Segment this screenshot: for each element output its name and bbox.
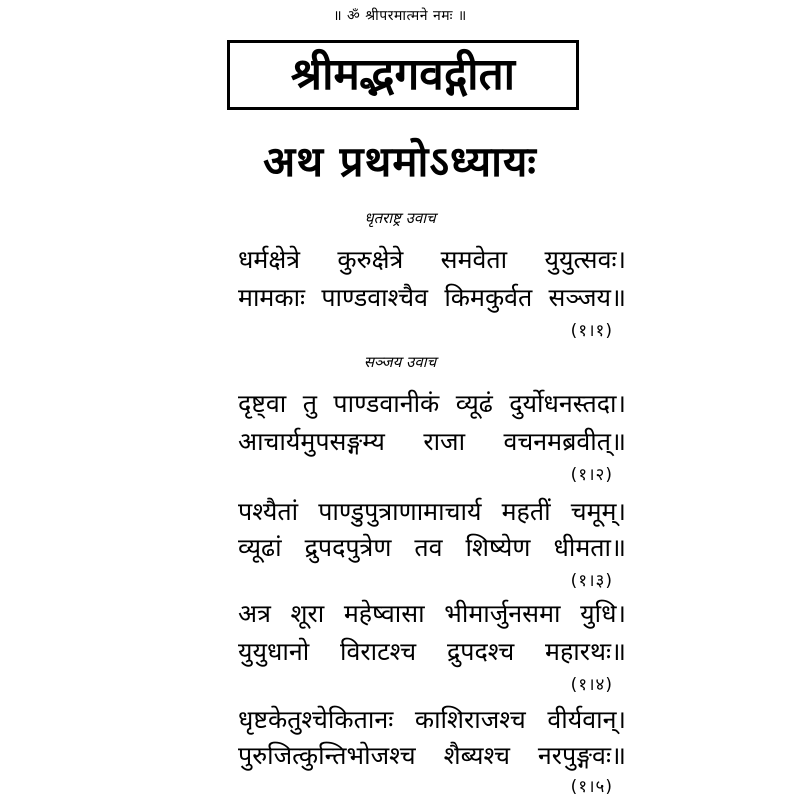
verse-word: द्रुपदपुत्रेण <box>304 533 392 562</box>
verse-number: (१।१) <box>570 321 613 341</box>
verse-number: (१।२) <box>570 465 613 485</box>
verse-word: द्रुपदश्च <box>446 637 515 666</box>
verse-word: पुरुजित्कुन्तिभोजश्च <box>238 741 416 770</box>
verse-word: काशिराजश्च <box>414 705 526 734</box>
verse-word: विराटश्च <box>340 637 417 666</box>
verse-word: महेष्वासा <box>343 599 425 628</box>
verse-word: धर्मक्षेत्रे <box>238 245 301 274</box>
verse-word: भीमार्जुनसमा <box>444 599 561 628</box>
verse-word: नरपुङ्गवः॥ <box>537 741 626 770</box>
verse-word: व्यूढं <box>455 389 493 418</box>
verse-word: पाण्डवानीकं <box>333 389 440 418</box>
verse-word: युयुधानो <box>238 637 310 666</box>
verse-line <box>238 738 626 772</box>
verse-word: दृष्ट्वा <box>238 389 287 418</box>
verse-word: मामकाः <box>238 283 306 312</box>
book-title: श्रीमद्भगवद्गीता <box>290 49 516 100</box>
verse-word: महारथः॥ <box>545 637 626 666</box>
verse-word: शिष्येण <box>465 533 531 562</box>
verse-word: युधि। <box>580 599 626 628</box>
title-box <box>227 40 579 110</box>
verse-word: अत्र <box>238 599 271 628</box>
verse-word: पश्यैतां <box>238 497 299 526</box>
verse-word: किमकुर्वत <box>444 283 533 312</box>
verse-word: पाण्डवाश्चैव <box>321 283 429 312</box>
verse-word: पाण्डुपुत्राणामाचार्य <box>318 497 482 526</box>
speaker-label: धृतराष्ट्र उवाच <box>364 209 436 227</box>
invocation: ॥ ॐ श्रीपरमात्मने नमः ॥ <box>333 8 467 24</box>
verse-line <box>238 242 626 276</box>
verse-line <box>238 634 626 668</box>
verse-line <box>238 702 626 736</box>
verse-word: धृष्टकेतुश्चेकितानः <box>238 705 394 734</box>
verse-word: शूरा <box>290 599 325 628</box>
chapter-heading: अथ प्रथमोऽध्यायः <box>263 137 537 186</box>
verse-number: (१।५) <box>570 777 613 797</box>
verse-word: शैब्यश्च <box>443 741 510 770</box>
verse-number: (१।४) <box>570 675 613 695</box>
verse-word: राजा <box>423 427 466 456</box>
verse-word: युयुत्सवः। <box>544 245 626 274</box>
verse-word: आचार्यमुपसङ्गम्य <box>238 427 385 456</box>
verse-word: वीर्यवान्। <box>547 705 626 734</box>
verse-word: समवेता <box>440 245 508 274</box>
verse-word: सञ्जय॥ <box>548 283 626 312</box>
verse-word: तु <box>302 389 317 418</box>
verse-word: महतीं <box>501 497 551 526</box>
verse-word: दुर्योधनस्तदा। <box>509 389 626 418</box>
verse-line <box>238 530 626 564</box>
verse-line <box>238 596 626 630</box>
verse-word: वचनमब्रवीत्॥ <box>503 427 626 456</box>
verse-line <box>238 280 626 314</box>
verse-line <box>238 386 626 420</box>
verse-word: धीमता॥ <box>553 533 626 562</box>
verse-word: व्यूढां <box>238 533 282 562</box>
verse-line <box>238 494 626 528</box>
verse-line <box>238 424 626 458</box>
verse-word: कुरुक्षेत्रे <box>337 245 404 274</box>
speaker-label: सञ्जय उवाच <box>363 353 437 371</box>
verse-number: (१।३) <box>570 571 613 591</box>
verse-word: चमूम्। <box>570 497 626 526</box>
verse-word: तव <box>414 533 443 562</box>
